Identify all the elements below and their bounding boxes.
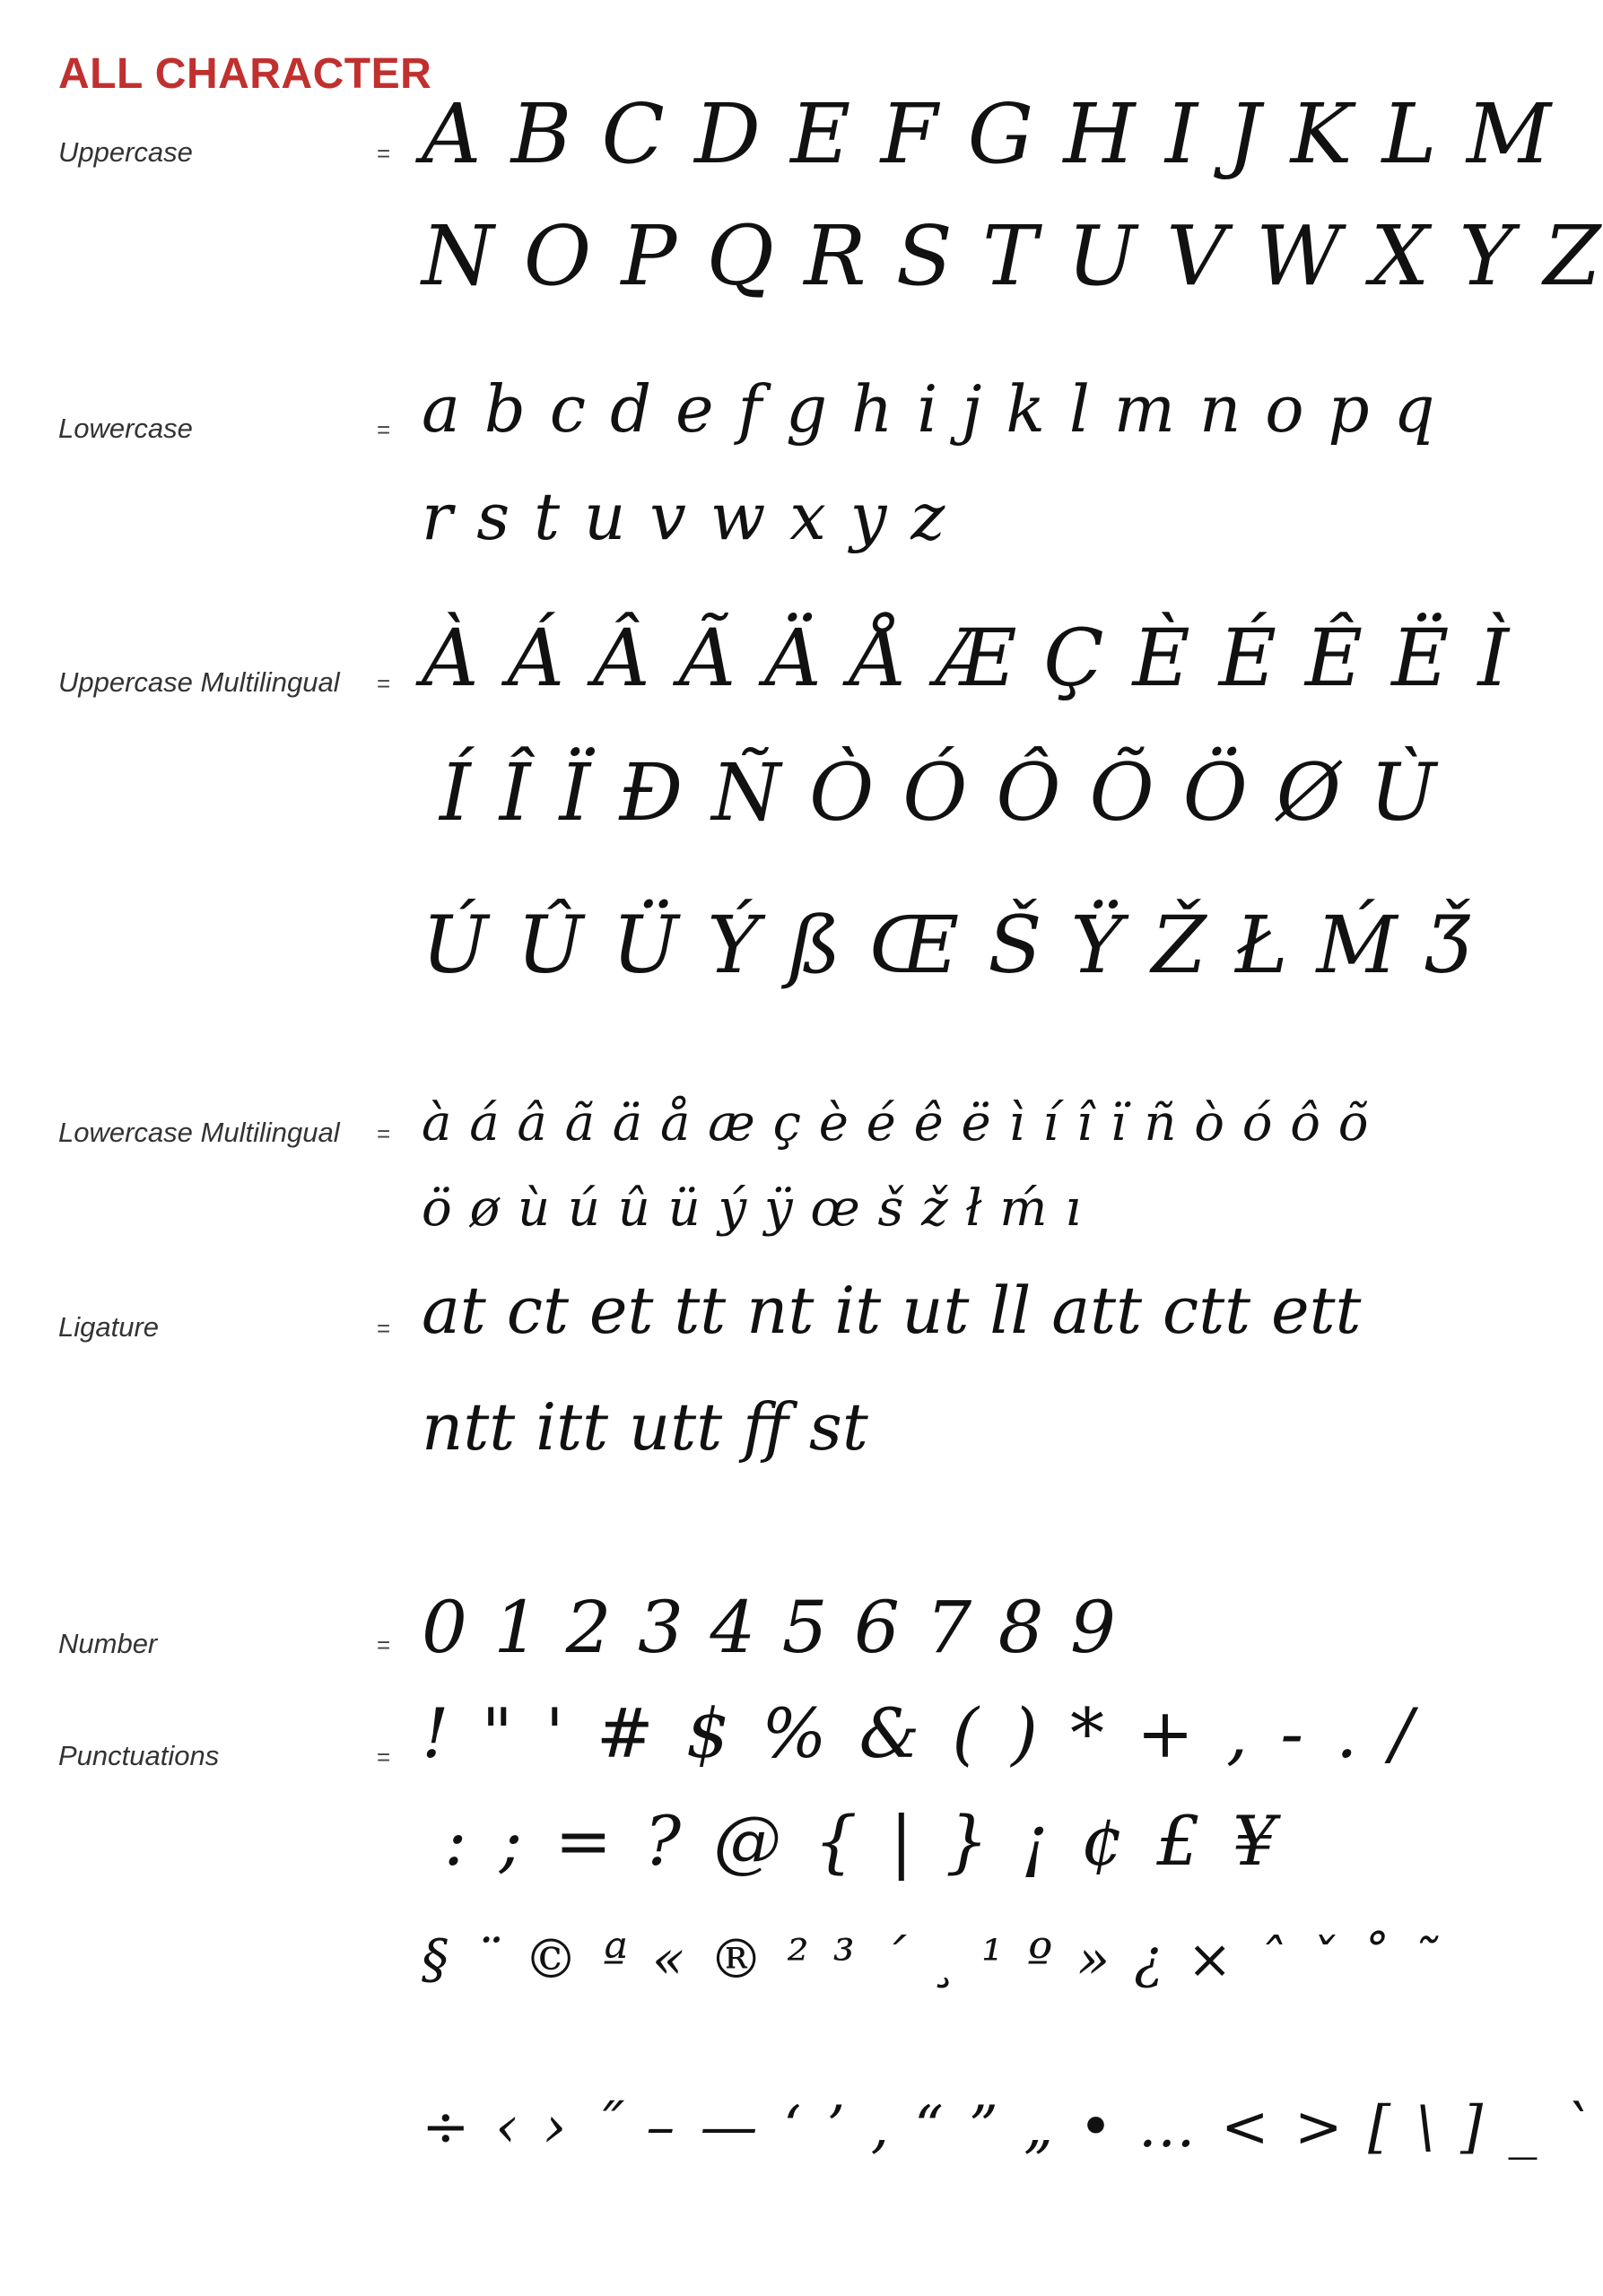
glyph-row-uppercase-multilingual-2: Í Î Ï Ð Ñ Ò Ó Ô Õ Ö Ø Ù xyxy=(440,746,1439,839)
section-label-ligature: Ligature xyxy=(58,1311,160,1343)
glyph-row-ligature-2: ntt itt utt ff st xyxy=(422,1389,868,1465)
equals-sign: = xyxy=(377,1631,391,1658)
glyph-row-uppercase-1: A B C D E F G H I J K L M xyxy=(422,86,1554,182)
equals-sign: = xyxy=(377,670,391,697)
section-label-lowercase: Lowercase xyxy=(58,413,193,444)
section-label-lowercase-multilingual: Lowercase Multilingual xyxy=(58,1117,340,1148)
equals-sign: = xyxy=(377,416,391,443)
section-label-punctuations: Punctuations xyxy=(58,1740,220,1771)
glyph-row-ligature-1: at ct et tt nt it ut ll att ctt ett xyxy=(422,1273,1362,1348)
glyph-row-uppercase-multilingual-3: Ú Û Ü Ý ß Œ Š Ÿ Ž Ł Ḿ Ǯ xyxy=(422,899,1473,991)
equals-sign: = xyxy=(377,140,391,167)
glyph-row-punctuations-4: ÷ ‹ › ˝ – — ‘ ’ ‚ “ ” „ • … < > [ \ ] _ ` xyxy=(422,2094,1595,2161)
glyph-row-number: 0 1 2 3 4 5 6 7 8 9 xyxy=(422,1586,1118,1669)
section-label-uppercase: Uppercase xyxy=(58,136,193,168)
section-label-number: Number xyxy=(58,1628,158,1659)
page-title: ALL CHARACTER xyxy=(58,50,432,98)
equals-sign: = xyxy=(377,1744,391,1770)
glyph-row-uppercase-2: N O P Q R S T U V W X Y Z xyxy=(422,208,1603,304)
equals-sign: = xyxy=(377,1315,391,1342)
glyph-row-lowercase-multilingual-1: à á â ã ä å æ ç è é ê ë ì í î ï ñ ò ó ô õ xyxy=(422,1094,1370,1152)
glyph-row-punctuations-1: ! " ' # $ % & ( ) * + , - . / xyxy=(422,1693,1419,1773)
glyph-row-punctuations-3: § ¨ © ª « ® ² ³ ´ ¸ ¹ º » ¿ × ˆ ˇ ˚ ˜ xyxy=(422,1928,1442,1991)
glyph-row-lowercase-2: r s t u v w x y z xyxy=(422,479,947,554)
glyph-row-punctuations-2: : ; = ? @ { | } ¡ ¢ £ ¥ xyxy=(444,1801,1282,1881)
equals-sign: = xyxy=(377,1120,391,1147)
section-label-uppercase-multilingual: Uppercase Multilingual xyxy=(58,666,340,698)
glyph-row-lowercase-multilingual-2: ö ø ù ú û ü ý ÿ œ š ž ł ḿ ı xyxy=(422,1179,1083,1238)
glyph-row-uppercase-multilingual-1: À Á Â Ã Ä Å Æ Ç È É Ê Ë Ì xyxy=(422,612,1512,704)
glyph-row-lowercase-1: a b c d e f g h i j k l m n o p q xyxy=(422,371,1437,447)
